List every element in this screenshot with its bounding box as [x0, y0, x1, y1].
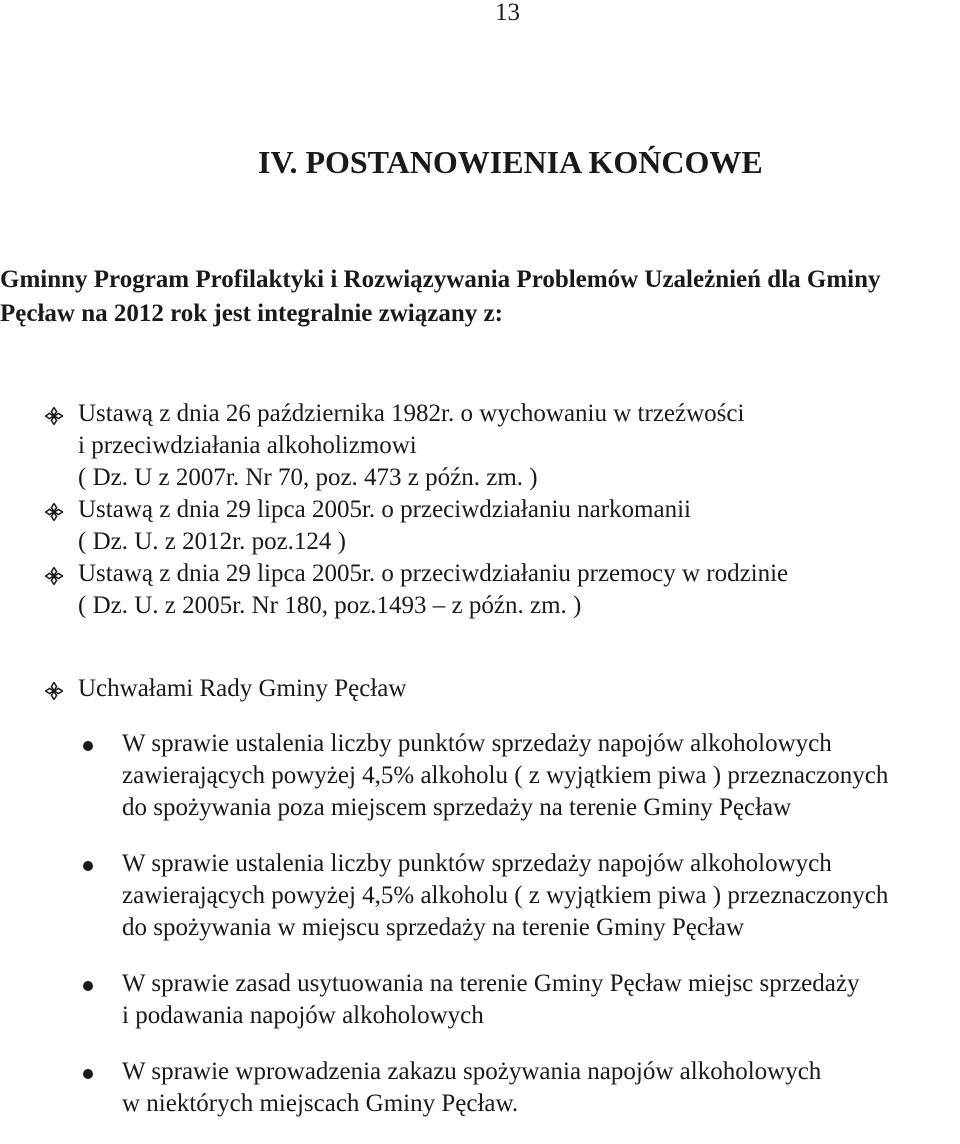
resolution-text-line: w niektórych miejscach Gminy Pęcław.	[122, 1090, 519, 1117]
resolution-text-line: W sprawie zasad usytuowania na terenie Gminy Pęcław miejsc sprzedaży	[122, 970, 860, 997]
act-item	[0, 558, 788, 622]
intro-paragraph	[0, 263, 960, 331]
council-list	[0, 673, 406, 705]
act-text-line: Ustawą z dnia 26 października 1982r. o wychowaniu w trzeźwości	[78, 400, 745, 427]
act-text-line: ( Dz. U. z 2005r. Nr 180, poz.1493 – z późn. zm. )	[78, 592, 582, 619]
resolution-text-line: zawierających powyżej 4,5% alkoholu ( z wyjątkiem piwa ) przeznaczonych	[122, 762, 889, 789]
council-heading-item	[0, 673, 406, 705]
four-petal-diamond-icon	[45, 503, 63, 521]
act-text-line: Ustawą z dnia 29 lipca 2005r. o przeciwdziałaniu narkomanii	[78, 496, 691, 523]
act-text-line: Ustawą z dnia 29 lipca 2005r. o przeciwdziałaniu przemocy w rodzinie	[78, 560, 789, 587]
filled-circle-bullet-icon	[83, 981, 93, 991]
resolution-text-line: do spożywania poza miejscem sprzedaży na terenie Gminy Pęcław	[122, 794, 792, 821]
act-text-line: ( Dz. U z 2007r. Nr 70, poz. 473 z późn. zm. )	[78, 464, 538, 491]
four-petal-diamond-icon	[45, 407, 63, 425]
resolution-item	[0, 1056, 888, 1120]
resolution-text-line: W sprawie ustalenia liczby punktów sprzedaży napojów alkoholowych	[122, 850, 832, 877]
intro-line: Pęcław na 2012 rok jest integralnie związany z:	[0, 300, 503, 327]
resolutions-list	[0, 728, 888, 1144]
act-text-line: ( Dz. U. z 2012r. poz.124 )	[78, 528, 346, 555]
resolution-text-line: W sprawie wprowadzenia zakazu spożywania napojów alkoholowych	[122, 1058, 822, 1085]
page-number: 13	[495, 0, 520, 26]
intro-line: Gminny Program Profilaktyki i Rozwiązywania Problemów Uzależnień dla Gminy	[0, 266, 881, 293]
act-text-line: i przeciwdziałania alkoholizmowi	[78, 432, 417, 459]
four-petal-diamond-icon	[45, 567, 63, 585]
resolution-text-line: W sprawie ustalenia liczby punktów sprzedaży napojów alkoholowych	[122, 730, 832, 757]
filled-circle-bullet-icon	[83, 741, 93, 751]
chapter-title: IV. POSTANOWIENIA KOŃCOWE	[258, 144, 763, 180]
filled-circle-bullet-icon	[83, 1069, 93, 1079]
council-heading: Uchwałami Rady Gminy Pęcław	[78, 675, 407, 702]
resolution-item	[0, 728, 888, 824]
four-petal-diamond-icon	[45, 682, 63, 700]
acts-list	[0, 398, 788, 622]
resolution-item	[0, 848, 888, 944]
resolution-text-line: zawierających powyżej 4,5% alkoholu ( z wyjątkiem piwa ) przeznaczonych	[122, 882, 889, 909]
filled-circle-bullet-icon	[83, 861, 93, 871]
act-item	[0, 494, 788, 558]
resolution-text-line: do spożywania w miejscu sprzedaży na terenie Gminy Pęcław	[122, 914, 745, 941]
resolution-text-line: i podawania napojów alkoholowych	[122, 1002, 484, 1029]
act-item	[0, 398, 788, 494]
resolution-item	[0, 968, 888, 1032]
